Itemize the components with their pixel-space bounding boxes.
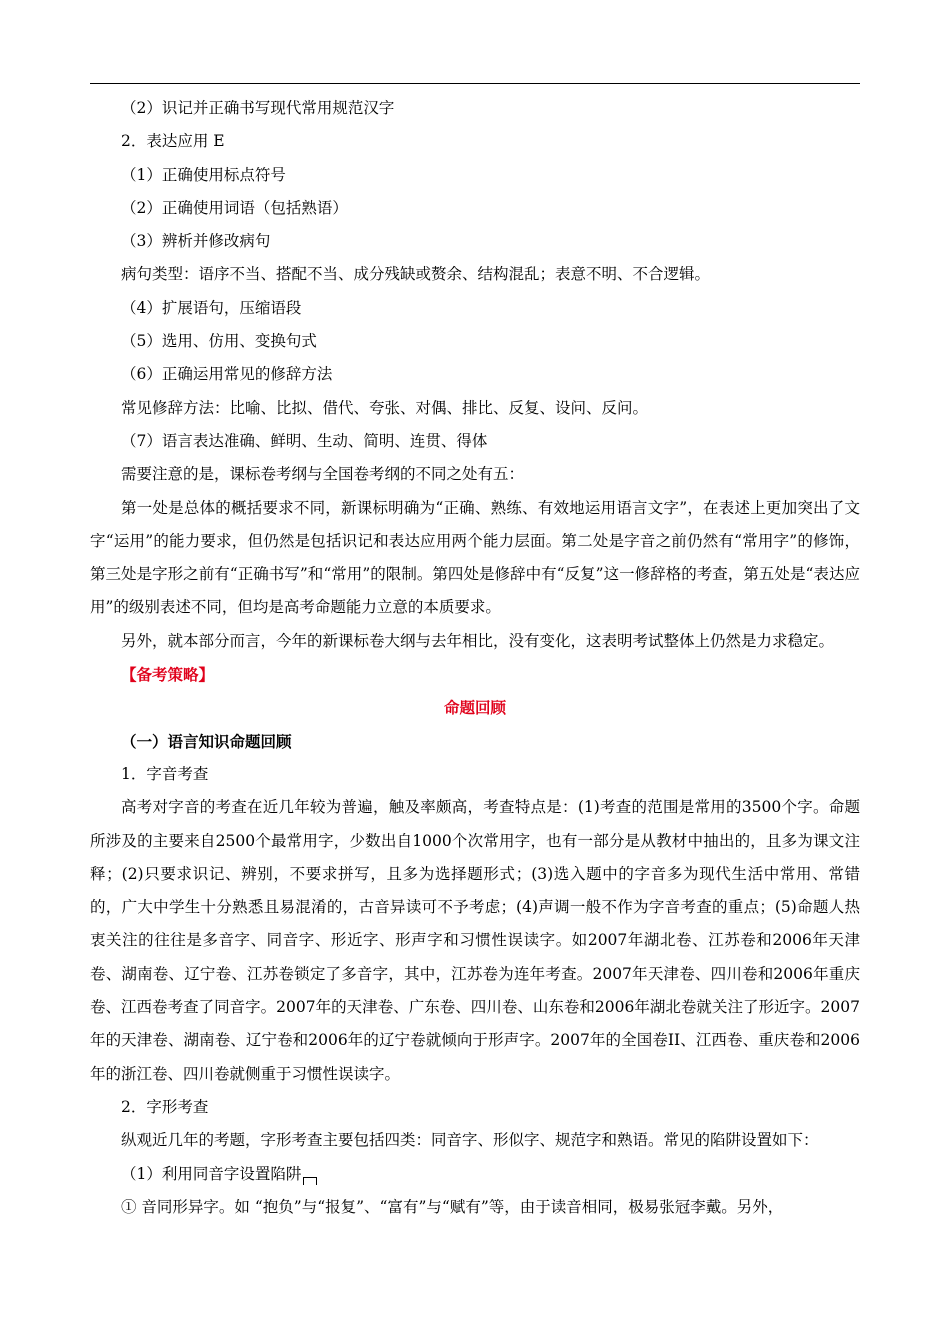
- document-body: [90, 92, 860, 1224]
- paragraph: 纵观近几年的考题，字形考查主要包括四类：同音字、形似字、规范字和熟语。常见的陷阱设置如下：: [121, 1131, 819, 1150]
- section-title: 命题回顾: [443, 698, 506, 718]
- line-item: 2．表达应用 E: [121, 132, 225, 151]
- paragraph: ① 音同形异字。如 “抱负”与“报复”、“富有”与“赋有”等，由于读音相同，极易张冠李戴。另外，: [121, 1197, 784, 1216]
- item-heading: 2．字形考查: [121, 1097, 209, 1116]
- paragraph: 另外，就本部分而言，今年的新课标卷大纲与去年相比，没有变化，这表明考试整体上仍然是力求稳定。: [121, 631, 835, 650]
- line-item: 需要注意的是，课标卷考纲与全国卷考纲的不同之处有五：: [121, 465, 525, 484]
- subsection-heading: （一）语言知识命题回顾: [121, 731, 292, 751]
- line-item: （6）正确运用常见的修辞方法: [121, 365, 333, 384]
- item-heading: 1．字音考查: [121, 764, 209, 783]
- line-item: （2）正确使用词语（包括熟语）: [121, 198, 348, 217]
- line-item: （3）辨析并修改病句: [121, 232, 271, 251]
- line-item: （1）正确使用标点符号: [121, 165, 286, 184]
- line-item: [90, 1158, 860, 1191]
- line-item: （4）扩展语句，压缩语段: [121, 298, 302, 317]
- paragraph: 高考对字音的考查在近几年较为普遍，触及率颇高，考查特点是：(1)考查的范围是常用的3500个字。命题所涉及的主要来自2500个最常用字，少数出自1000个次常用字，也有一部分是从教材中抽出的，且多为课文注释；(2)只要求识记、辨别，不要求拼写，且多为选择题形式；(3)选入题中的字音多为现代生活中常用、常错的，广大中学生十分熟悉且易混淆的，古音异读可不予考虑；(4)声调一般不作为字音考查的重点；(5)命题人热衷关注的往往是多音字、同音字、形近字、形声字和习惯性误读字。如2007年湖北卷、江苏卷和2006年天津卷、湖南卷、辽宁卷、江苏卷锁定了多音字，其中，江苏卷为连年考查。2007年天津卷、四川卷和2006年重庆卷、江西卷考查了同音字。2007年的天津卷、广东卷、四川卷、山东卷和2006年湖北卷就关注了形近字。2007年的天津卷、湖南卷、辽宁卷和2006年的辽宁卷就倾向于形声字。2007年的全国卷II、江西卷、重庆卷和2006年的浙江卷、四川卷就侧重于习惯性误读字。: [90, 798, 860, 1083]
- line-item: （5）选用、仿用、变换句式: [121, 332, 317, 351]
- line-item: 病句类型：语序不当、搭配不当、成分残缺或赘余、结构混乱；表意不明、不合逻辑。: [121, 265, 711, 284]
- line-item: 常见修辞方法：比喻、比拟、借代、夸张、对偶、排比、反复、设问、反问。: [121, 398, 649, 417]
- text-cursor-mark: [303, 1177, 317, 1185]
- paragraph: 第一处是总体的概括要求不同，新课标明确为“正确、熟练、有效地运用语言文字”，在表述上更加突出了文字“运用”的能力要求，但仍然是包括识记和表达应用两个能力层面。第二处是字音之前仍然有“常用字”的修饰，第三处是字形之前有“正确书写”和“常用”的限制。第四处是修辞中有“反复”这一修辞格的考查，第五处是“表达应用”的级别表述不同，但均是高考命题能力立意的本质要求。: [90, 498, 860, 617]
- strategy-label: 【备考策略】: [121, 665, 215, 685]
- line-text: （1）利用同音字设置陷阱: [121, 1164, 302, 1183]
- header-rule: [90, 83, 860, 84]
- line-item: （7）语言表达准确、鲜明、生动、简明、连贯、得体: [121, 431, 488, 450]
- line-item: （2）识记并正确书写现代常用规范汉字: [121, 99, 395, 117]
